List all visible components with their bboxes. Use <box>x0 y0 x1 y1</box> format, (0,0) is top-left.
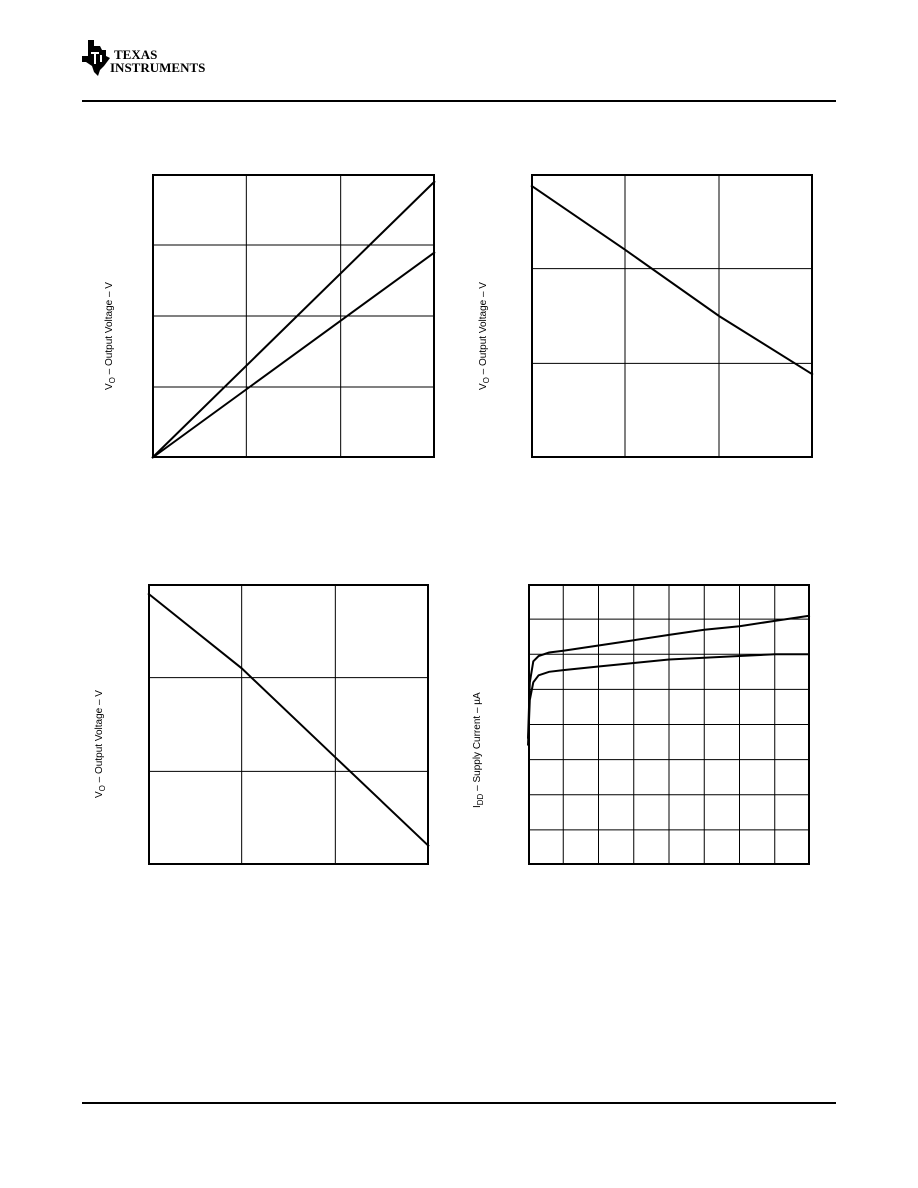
chart-1-ylabel: $V_O$ – Output Voltage – V <box>104 282 117 390</box>
chart-1 <box>152 174 435 458</box>
chart-3-plot <box>148 584 429 865</box>
texas-state-icon <box>80 38 114 78</box>
logo-text-line2: INSTRUMENTS <box>110 60 206 75</box>
series-line-1 <box>152 181 435 458</box>
plot-frame <box>532 175 812 457</box>
footer-rule <box>82 1102 836 1104</box>
chart-3 <box>148 584 429 865</box>
series-line-2 <box>152 252 435 458</box>
logo-text <box>110 48 205 74</box>
chart-1-plot <box>152 174 435 458</box>
series-line-1 <box>148 593 429 846</box>
chart-4 <box>528 584 810 865</box>
chart-2-plot <box>531 174 813 458</box>
series-line-1 <box>531 185 813 374</box>
header-rule <box>82 100 836 102</box>
chart-4-ylabel: $I_{DD}$ – Supply Current – µA <box>472 692 485 808</box>
texas-instruments-logo <box>80 38 206 80</box>
chart-4-plot <box>528 584 810 865</box>
chart-2-ylabel: $V_O$ – Output Voltage – V <box>478 282 491 390</box>
chart-2 <box>531 174 813 458</box>
logo-text-line1: TEXAS <box>114 47 158 62</box>
chart-3-ylabel: $V_O$ – Output Voltage – V <box>94 690 107 798</box>
